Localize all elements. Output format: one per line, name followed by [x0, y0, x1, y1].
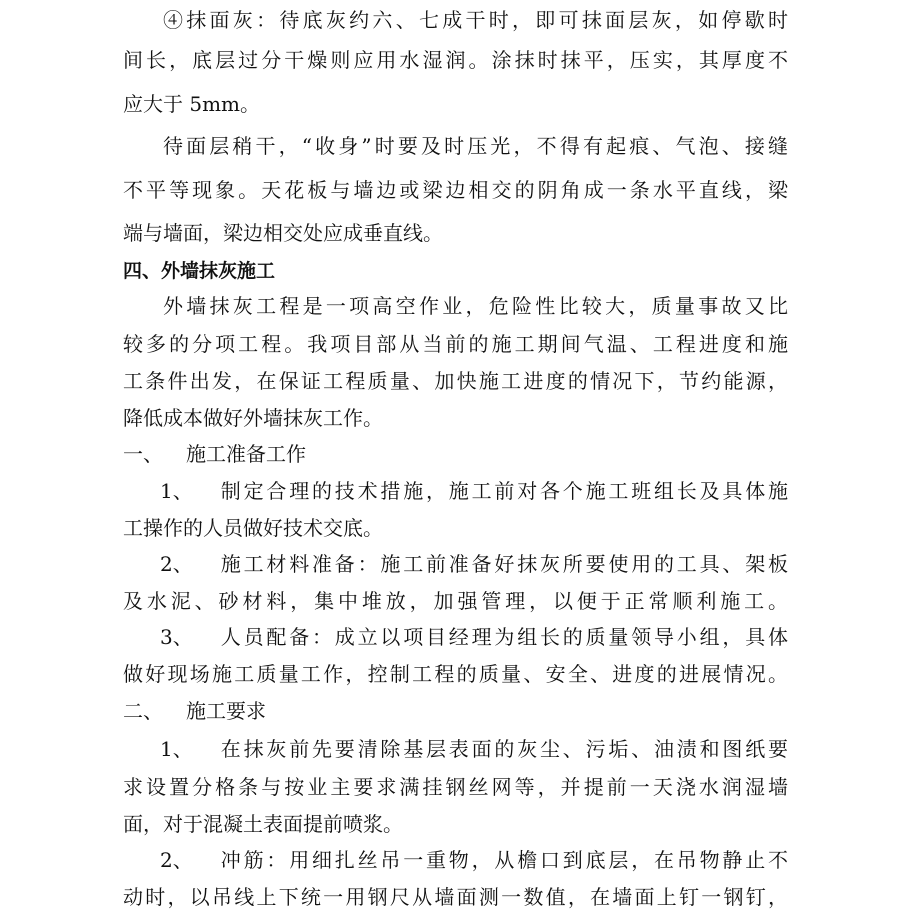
list-item-1-line-1	[160, 471, 788, 511]
list-text: 冲筋：用细扎丝吊一重物，从檐口到底层，在吊物静止不	[218, 848, 788, 872]
paragraph-line-9: 较多的分项工程。我项目部从当前的施工期间气温、工程进度和施	[123, 332, 788, 356]
subsection-heading-2	[123, 691, 788, 731]
subsection-number: 二、	[123, 699, 163, 723]
list-item-4-line-3: 面，对于混凝土表面提前喷浆。	[123, 812, 403, 836]
list-number: 1、	[160, 737, 193, 761]
list-item-4-line-1	[160, 729, 788, 769]
list-text: 施工材料准备：施工前准备好抹灰所要使用的工具、架板	[218, 552, 788, 576]
list-item-2-line-1	[160, 544, 788, 584]
list-number: 2、	[160, 848, 193, 872]
paragraph-line-8: 外墙抹灰工程是一项高空作业，危险性比较大，质量事故又比	[163, 294, 788, 318]
list-item-2-line-2: 及水泥、砂材料，集中堆放，加强管理，以便于正常顺利施工。	[123, 589, 788, 613]
subsection-title: 施工准备工作	[186, 442, 306, 466]
list-text: 在抹灰前先要清除基层表面的灰尘、污垢、油渍和图纸要	[218, 737, 788, 761]
paragraph-line-11: 降低成本做好外墙抹灰工作。	[123, 406, 383, 430]
subsection-title: 施工要求	[186, 699, 266, 723]
list-item-3-line-2: 做好现场施工质量工作，控制工程的质量、安全、进度的进展情况。	[123, 662, 788, 686]
section-heading: 四、外墙抹灰施工	[123, 260, 276, 282]
list-number: 3、	[160, 625, 193, 649]
paragraph-line-10: 工条件出发，在保证工程质量、加快施工进度的情况下，节约能源，	[123, 369, 788, 393]
list-number: 1、	[160, 479, 193, 503]
subsection-number: 一、	[123, 442, 163, 466]
list-item-3-line-1	[160, 617, 788, 657]
paragraph-line-5: 不平等现象。天花板与墙边或梁边相交的阴角成一条水平直线，梁	[123, 178, 788, 202]
list-item-1-line-2: 工操作的人员做好技术交底。	[123, 516, 383, 540]
list-item-5-line-1	[160, 840, 788, 880]
paragraph-line-6: 端与墙面，梁边相交处应成垂直线。	[123, 221, 443, 245]
paragraph-line-2: 间长，底层过分干燥则应用水湿润。涂抹时抹平，压实，其厚度不	[123, 48, 788, 72]
paragraph-line-4: 待面层稍干，“收身”时要及时压光，不得有起痕、气泡、接缝	[163, 134, 788, 158]
paragraph-line-1: ④抹面灰：待底灰约六、七成干时，即可抹面层灰，如停歇时	[163, 8, 788, 32]
paragraph-line-3: 应大于 5mm。	[123, 92, 261, 116]
subsection-heading-1	[123, 434, 788, 474]
list-number: 2、	[160, 552, 193, 576]
list-item-4-line-2: 求设置分格条与按业主要求满挂钢丝网等，并提前一天浇水润湿墙	[123, 775, 788, 799]
list-text: 人员配备：成立以项目经理为组长的质量领导小组，具体	[218, 625, 788, 649]
list-item-5-line-2: 动时，以吊线上下统一用钢尺从墙面测一数值，在墙面上钉一钢钉，	[123, 885, 788, 909]
list-text: 制定合理的技术措施，施工前对各个施工班组长及具体施	[218, 479, 788, 503]
